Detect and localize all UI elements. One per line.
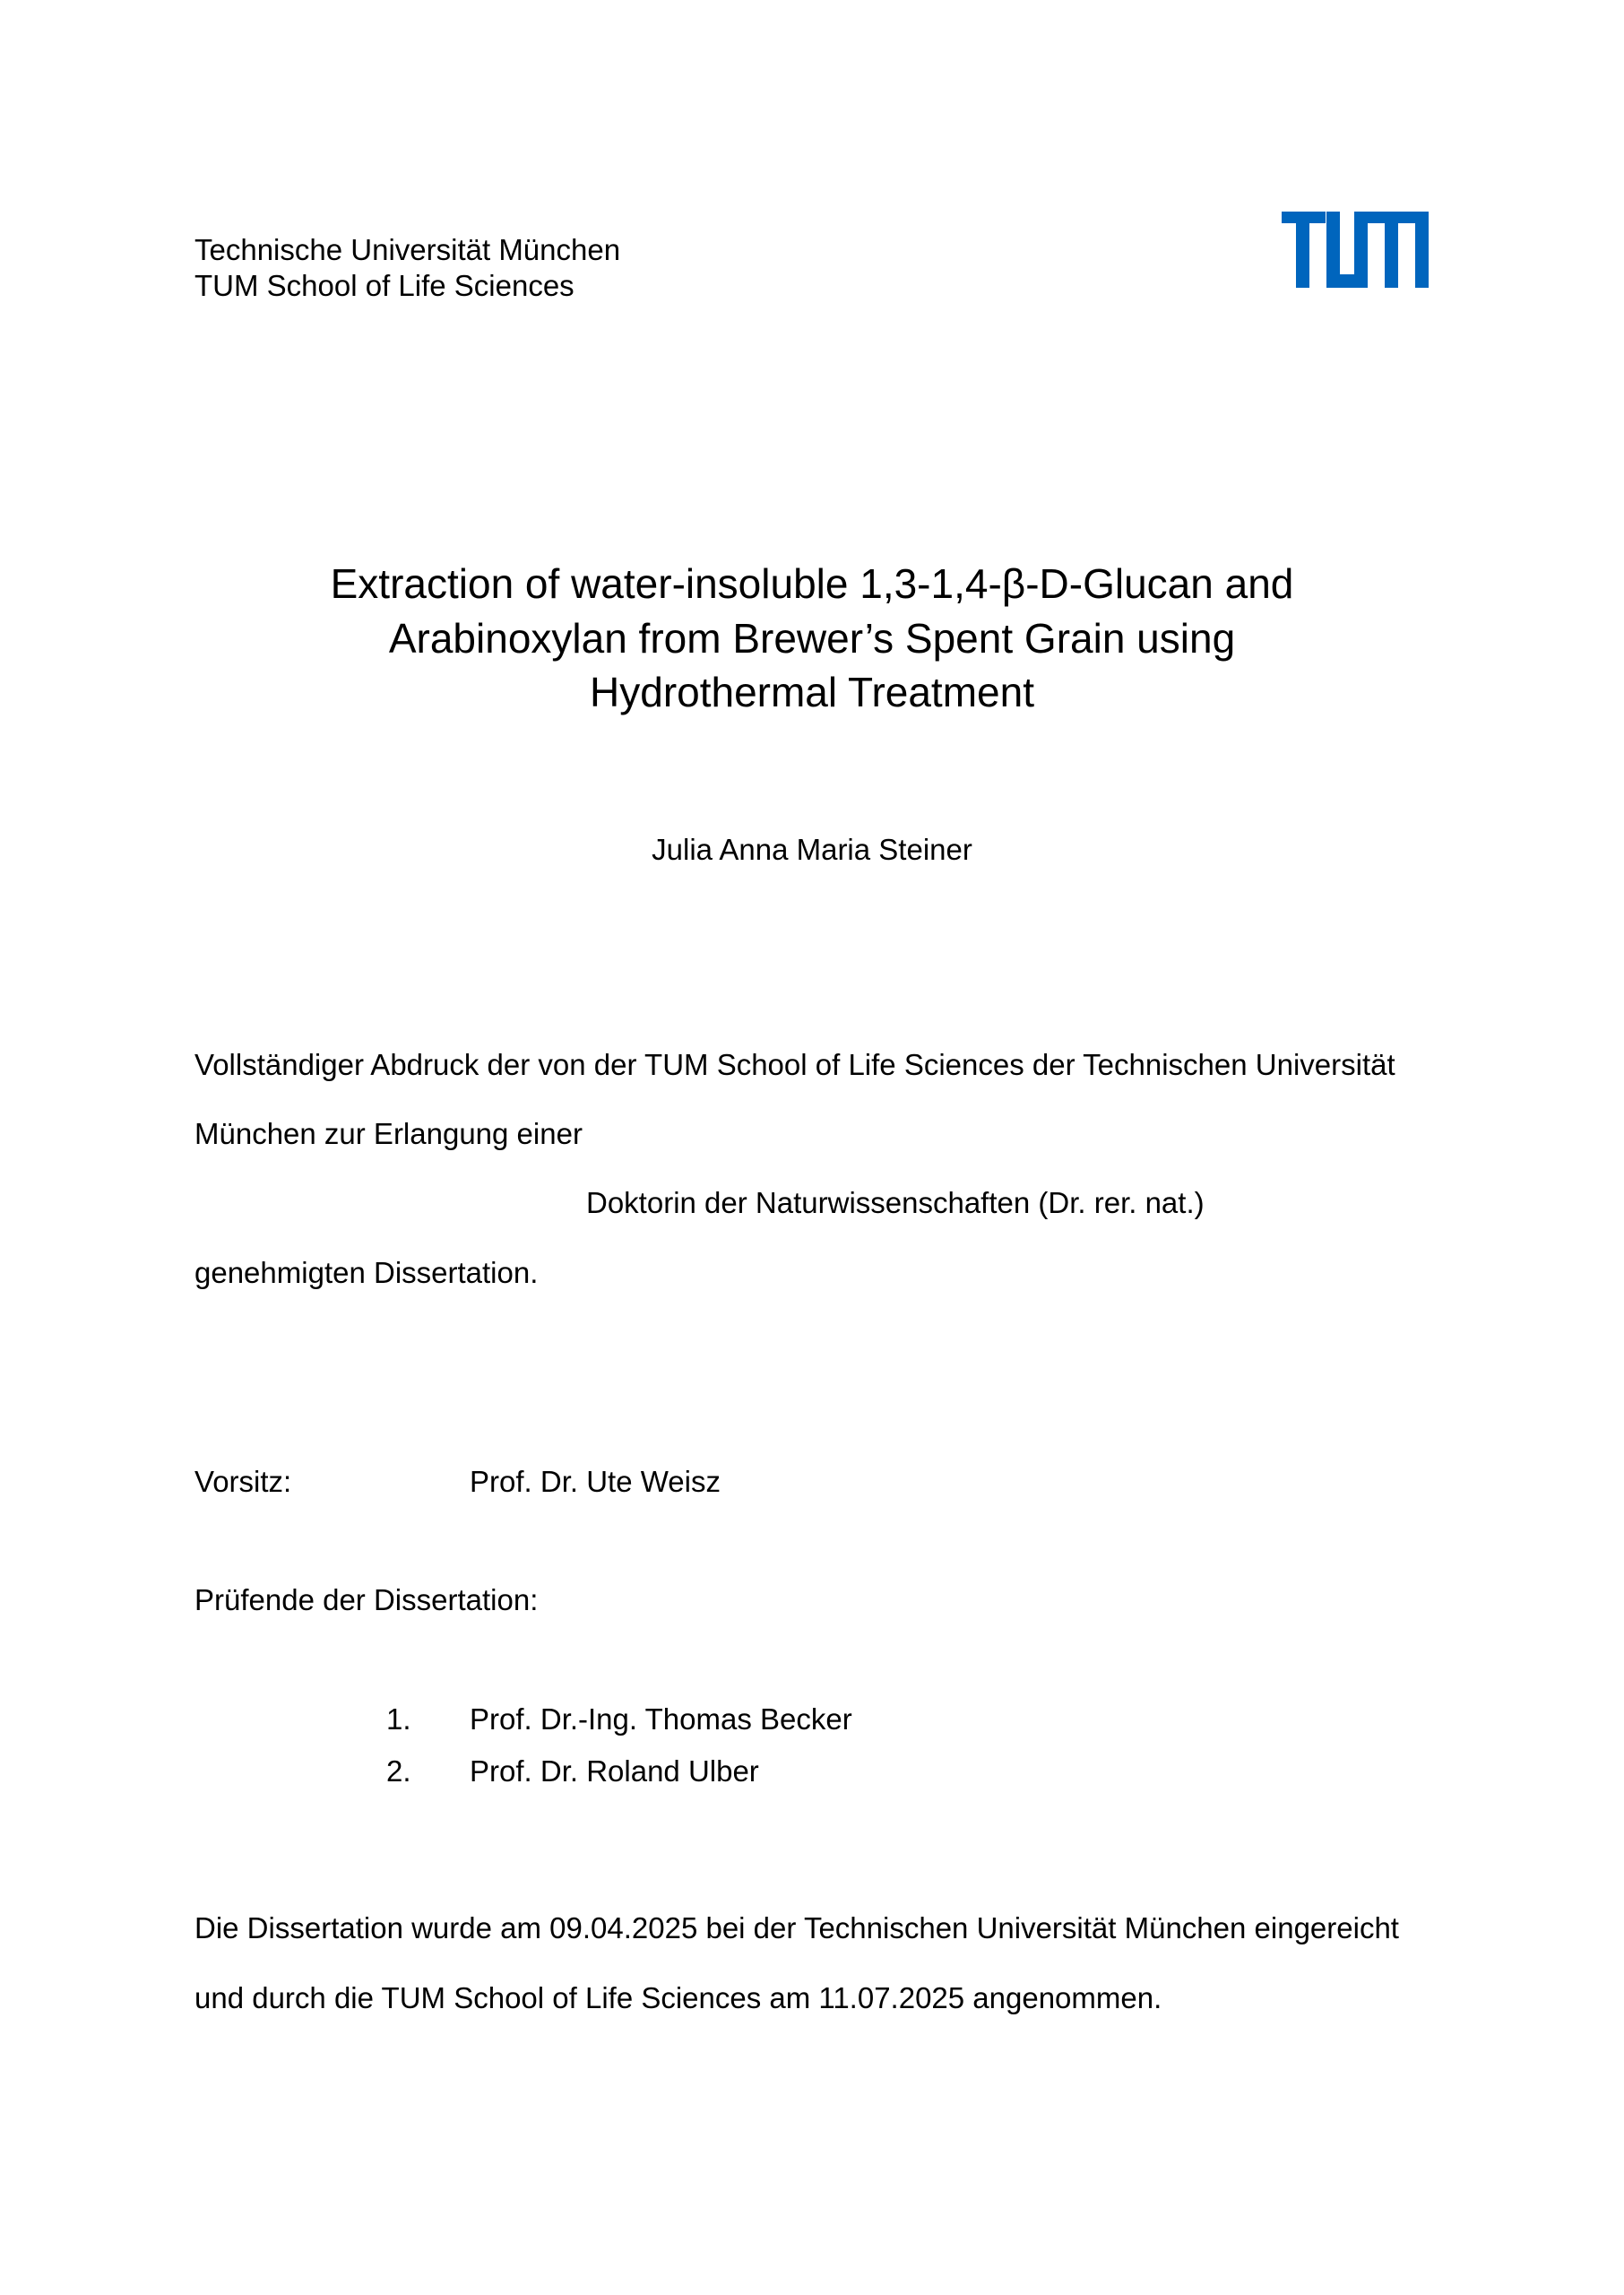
statement-line-2: München zur Erlangung einer — [194, 1117, 583, 1150]
examiner-name: Prof. Dr. Roland Ulber — [470, 1754, 759, 1788]
chair-name: Prof. Dr. Ute Weisz — [470, 1465, 721, 1498]
thesis-title-line-3: Hydrothermal Treatment — [590, 669, 1034, 715]
university-name: Technische Universität München — [194, 233, 621, 266]
examiner-number: 1. — [386, 1702, 411, 1736]
examiner-name: Prof. Dr.-Ing. Thomas Becker — [470, 1702, 852, 1736]
school-name: TUM School of Life Sciences — [194, 269, 574, 302]
author-name: Julia Anna Maria Steiner — [652, 833, 972, 866]
chair-label: Vorsitz: — [194, 1465, 292, 1498]
submission-line-1: Die Dissertation wurde am 09.04.2025 bei der Technischen Universität München eingereicht — [194, 1911, 1399, 1944]
tum-logo-icon — [1282, 212, 1429, 288]
statement-line-3: genehmigten Dissertation. — [194, 1256, 539, 1289]
examiner-number: 2. — [386, 1754, 411, 1788]
examiners-label: Prüfende der Dissertation: — [194, 1583, 539, 1616]
submission-line-2: und durch die TUM School of Life Sciences am 11.07.2025 angenommen. — [194, 1981, 1162, 2014]
degree-title: Doktorin der Naturwissenschaften (Dr. rer. nat.) — [586, 1186, 1205, 1219]
thesis-title-line-1: Extraction of water-insoluble 1,3-1,4-β-D-Glucan and — [330, 560, 1294, 607]
thesis-title-line-2: Arabinoxylan from Brewer’s Spent Grain using — [388, 615, 1236, 662]
statement-line-1: Vollständiger Abdruck der von der TUM School of Life Sciences der Technischen Universität — [194, 1048, 1395, 1081]
